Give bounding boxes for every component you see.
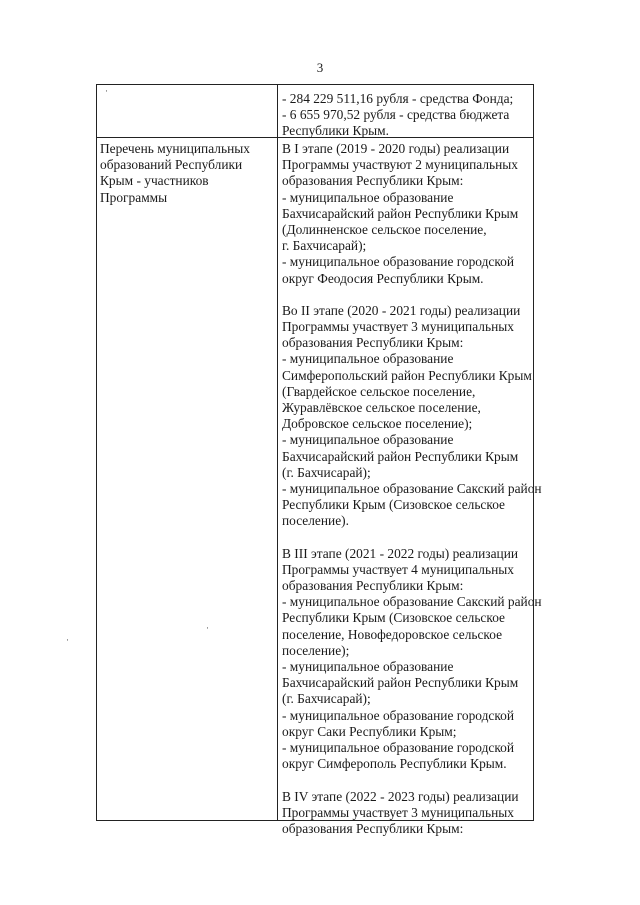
stage-line: образования Республики Крым: bbox=[282, 173, 464, 189]
stage-4-block bbox=[282, 789, 542, 838]
stage-line: Республики Крым (Сизовское сельское bbox=[282, 497, 506, 513]
stage-line: Бахчисарайский район Республики Крым bbox=[282, 675, 519, 691]
stage-line: - муниципальное образование городской bbox=[282, 739, 515, 755]
stage-line: (г. Бахчисарай); bbox=[282, 464, 371, 480]
scan-speck: · bbox=[105, 86, 108, 96]
stage-line: Во II этапе (2020 - 2021 годы) реализации bbox=[282, 302, 521, 318]
stage-line: образования Республики Крым: bbox=[282, 578, 464, 594]
funding-line: - 284 229 511,16 рубля - средства Фонда; bbox=[282, 91, 514, 106]
stage-line: г. Бахчисарай); bbox=[282, 238, 367, 254]
stage-line: Добровское сельское поселение); bbox=[282, 416, 473, 432]
stage-line: - муниципальное образование bbox=[282, 351, 454, 367]
paragraph-gap bbox=[282, 772, 542, 788]
stage-line: округ Саки Республики Крым; bbox=[282, 723, 457, 739]
row-heading-line: Программы bbox=[100, 189, 168, 205]
row-heading-line: Крым - участников bbox=[100, 173, 209, 189]
stage-1-block bbox=[282, 141, 542, 287]
funding-line: - 6 655 970,52 рубля - средства бюджета bbox=[282, 107, 510, 123]
stage-line: - муниципальное образование городской bbox=[282, 254, 515, 270]
funding-line: Республики Крым. bbox=[282, 123, 389, 139]
funding-sources-cell bbox=[282, 91, 513, 140]
stage-line: В III этапе (2021 - 2022 годы) реализации bbox=[282, 545, 519, 561]
stage-line: Республики Крым (Сизовское сельское bbox=[282, 610, 506, 626]
stage-line: - муниципальное образование bbox=[282, 659, 454, 674]
row-heading-line: Перечень муниципальных bbox=[100, 141, 250, 156]
row-heading-cell bbox=[100, 141, 250, 206]
stage-line: Бахчисарайский район Республики Крым bbox=[282, 448, 519, 464]
program-passport-table bbox=[96, 84, 542, 836]
scan-speck: · bbox=[66, 635, 69, 645]
stage-line: (Долинненское сельское поселение, bbox=[282, 221, 487, 237]
stage-line: - муниципальное образование Сакский район bbox=[282, 594, 542, 610]
stage-line: поселение); bbox=[282, 642, 350, 658]
stage-line: - муниципальное образование городской bbox=[282, 707, 515, 723]
stage-2-block bbox=[282, 303, 542, 530]
row-heading-line: образований Республики bbox=[100, 157, 243, 173]
paragraph-gap bbox=[282, 530, 542, 546]
stage-line: Программы участвует 3 муниципальных bbox=[282, 319, 514, 335]
stage-line: образования Республики Крым: bbox=[282, 335, 464, 351]
stage-line: Симферопольский район Республики Крым bbox=[282, 367, 532, 383]
stage-line: образования Республики Крым: bbox=[282, 820, 464, 836]
stage-line: В I этапе (2019 - 2020 годы) реализации bbox=[282, 141, 510, 156]
stage-line: (г. Бахчисарай); bbox=[282, 691, 371, 707]
stage-line: поселение, Новофедоровское сельское bbox=[282, 626, 503, 642]
stage-line: округ Феодосия Республики Крым. bbox=[282, 270, 484, 286]
stage-line: Программы участвует 4 муниципальных bbox=[282, 561, 514, 577]
stage-line: - муниципальное образование Сакский район bbox=[282, 480, 542, 496]
stage-3-block bbox=[282, 546, 542, 773]
page-number: 3 bbox=[316, 60, 324, 75]
stage-line: В IV этапе (2022 - 2023 годы) реализации bbox=[282, 788, 519, 804]
stage-line: Программы участвуют 2 муниципальных bbox=[282, 157, 518, 173]
stage-line: (Гвардейское сельское поселение, bbox=[282, 383, 476, 399]
stage-line: - муниципальное образование bbox=[282, 432, 454, 448]
table-border-left bbox=[96, 85, 97, 820]
scan-speck: · bbox=[206, 623, 209, 633]
stage-line: Программы участвует 3 муниципальных bbox=[282, 804, 514, 820]
stage-line: поселение). bbox=[282, 513, 349, 529]
paragraph-gap bbox=[282, 287, 542, 303]
table-column-divider bbox=[277, 85, 278, 820]
participants-cell bbox=[282, 141, 542, 837]
stage-line: округ Симферополь Республики Крым. bbox=[282, 756, 507, 772]
stage-line: Бахчисарайский район Республики Крым bbox=[282, 205, 519, 221]
stage-line: - муниципальное образование bbox=[282, 189, 454, 205]
stage-line: Журавлёвское сельское поселение, bbox=[282, 400, 481, 415]
